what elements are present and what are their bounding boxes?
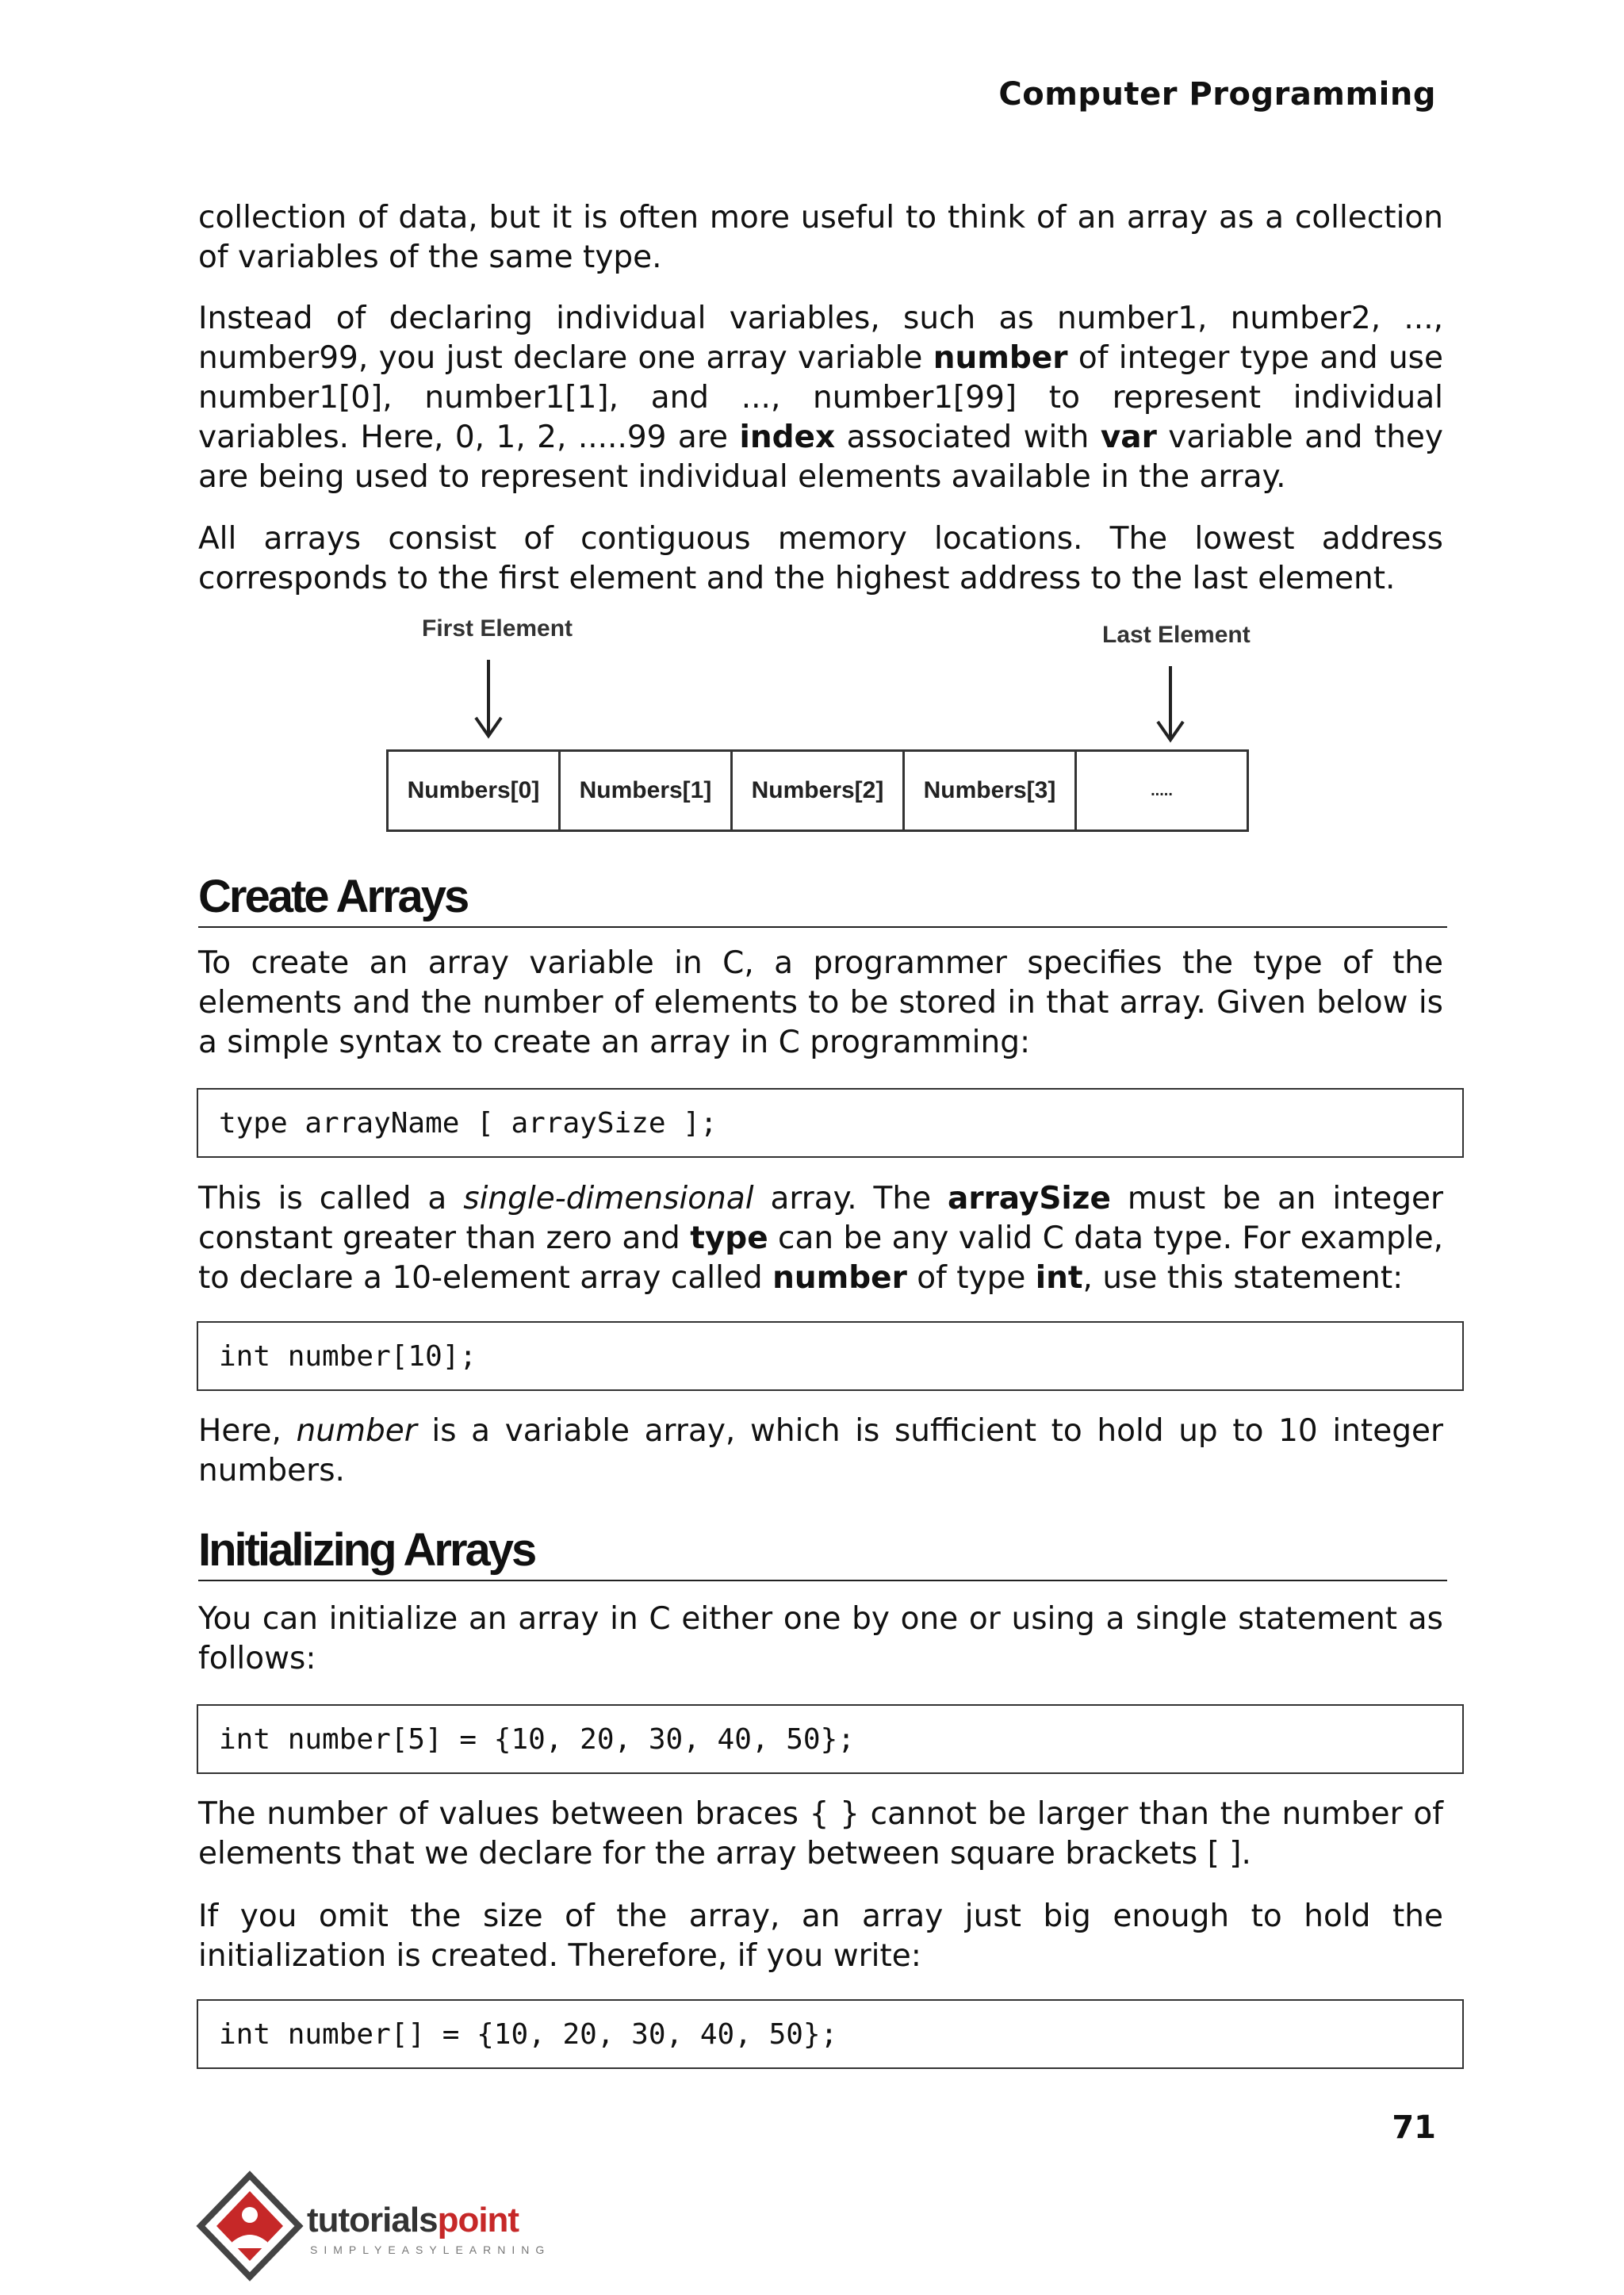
italic-term: single-dimensional [463,1181,754,1216]
text-run: is a variable array, which is sufficient to hold up to 10 integer numbers. [198,1413,1443,1488]
arrows [349,603,1277,761]
logo-emblem-icon [194,2169,305,2288]
bold-term: index [739,420,836,455]
code-block-omit-size: int number[] = {10, 20, 30, 40, 50}; [197,1999,1464,2069]
array-memory-diagram [349,603,1277,841]
logo-word-tutorials: tutorials [307,2201,438,2239]
logo-wordmark [307,2201,519,2240]
text-run: array. The [753,1181,948,1216]
paragraph-omit-size: If you omit the size of the array, an array just big enough to hold the initialization is created. Therefore, if you write: [198,1898,1443,1974]
last-arrow-icon [1158,666,1183,740]
first-element-label: First Element [422,615,573,642]
last-element-label: Last Element [1102,622,1251,648]
text-run: , use this statement: [1082,1260,1404,1296]
text-run: of type [906,1260,1036,1296]
code-block-initialize: int number[5] = {10, 20, 30, 40, 50}; [197,1704,1464,1774]
running-header: Computer Programming [998,76,1436,113]
text-run: This is called a [198,1181,464,1216]
paragraph-initialize-intro: You can initialize an array in C either one by one or using a single statement as follows: [198,1601,1443,1676]
text-run: Instead of declaring individual variables, such as number1, number2, ..., number99, you just declare one array variable [198,301,1443,376]
paragraph-create-intro: To create an array variable in C, a programmer specifies the type of the elements and the number of elements to be stored in that array. Given below is a simple syntax to create an array in C programming: [198,945,1443,1060]
array-cell: Numbers[1] [561,752,733,829]
text-run: associated with [835,420,1101,455]
paragraph-here-number [198,1412,1443,1491]
paragraph-collection: collection of data, but it is often more useful to think of an array as a collection of variables of the same type. [198,200,1443,275]
text-run: can be any valid C data type. For example, to declare a 10-element array called [198,1220,1443,1296]
text-run: must be an integer constant greater than zero and [198,1181,1444,1256]
bold-term: number [772,1260,907,1296]
paragraph-instead [198,299,1443,497]
array-cell: Numbers[0] [389,752,561,829]
array-cell: Numbers[2] [733,752,905,829]
text-run: of integer type and use number1[0], number1[1], and ..., number1[99] to represent individual variables. Here, 0, 1, 2, .....99 are [198,340,1443,455]
logo-tagline: SIMPLYEASYLEARNING [310,2243,551,2256]
heading-initializing-arrays: Initializing Arrays [198,1524,1447,1581]
bold-term: arraySize [948,1181,1111,1216]
text-run: variable and they are being used to represent individual elements available in the array. [198,420,1443,495]
code-block-syntax: type arrayName [ arraySize ]; [197,1088,1464,1158]
first-arrow-icon [476,660,501,736]
paragraph-contiguous: All arrays consist of contiguous memory locations. The lowest address corresponds to the first element and the highest address to the last element. [198,521,1443,596]
page-number: 71 [1392,2109,1436,2146]
tutorialspoint-logo [194,2169,607,2288]
logo-word-point: point [437,2201,519,2239]
bold-term: int [1035,1260,1083,1296]
text-run: Here, [198,1413,297,1449]
paragraph-braces: The number of values between braces { } cannot be larger than the number of elements that we declare for the array between square brackets [ ]. [198,1796,1443,1872]
heading-create-arrays: Create Arrays [198,871,1447,928]
bold-term: type [690,1220,768,1256]
paragraph-single-dimensional [198,1179,1443,1298]
array-cell: Numbers[3] [905,752,1077,829]
array-cells [386,749,1249,832]
array-cell: ..... [1151,781,1173,799]
bold-term: number [933,340,1068,376]
bold-term: var [1100,420,1157,455]
italic-term: number [296,1413,417,1449]
code-block-declare: int number[10]; [197,1321,1464,1391]
